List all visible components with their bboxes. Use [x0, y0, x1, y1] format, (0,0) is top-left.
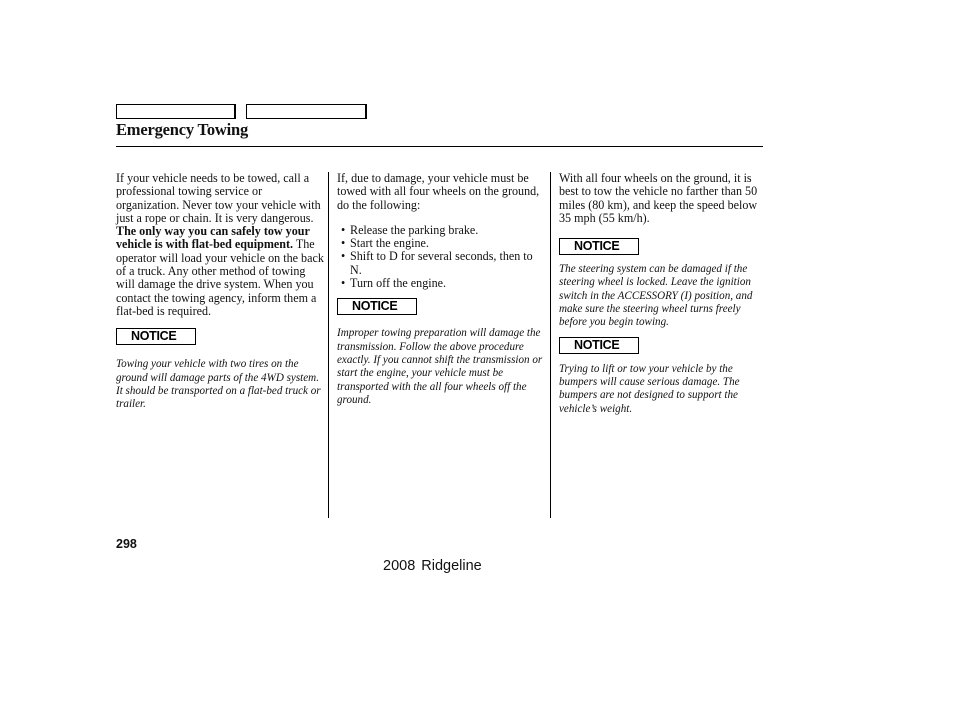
towing-steps-list	[337, 224, 543, 290]
col2-notice-text: Improper towing preparation will damage the transmission. Follow the above procedure exactly. If you cannot shift the transmission or start the engine, your vehicle must be transported with the all four wheels off the ground.	[337, 327, 543, 406]
column-divider-1	[328, 172, 329, 518]
bullet-icon: •	[341, 276, 346, 291]
col1-intro: If your vehicle needs to be towed, call a professional towing service or organization. Never tow your vehicle with just a rope or chain. It is very dangerous.	[116, 171, 321, 225]
column-2	[337, 172, 543, 407]
notice-badge: NOTICE	[337, 298, 417, 315]
col3-notice2-text: Trying to lift or tow your vehicle by the bumpers will cause serious damage. The bumpers are not designed to support the vehicle’s weight.	[559, 362, 740, 415]
page-title: Emergency Towing	[116, 120, 249, 139]
notice-badge: NOTICE	[559, 337, 639, 354]
col1-bold-lead: The only way you can safely tow your vehicle is with flat-bed equipment.	[116, 224, 310, 252]
list-item: • Shift to D for several seconds, then to N.	[341, 249, 533, 277]
col3-notice1-text: The steering system can be damaged if the steering wheel is locked. Leave the ignition switch in the ACCESSORY (I) position, and make sure the steering wheel turns freely before you begin towing.	[559, 263, 753, 329]
col3-intro: With all four wheels on the ground, it is best to tow the vehicle no farther than 50 miles (80 km), and keep the speed below 35 mph (55 km/h).	[559, 171, 758, 225]
section-tab-1	[116, 104, 236, 119]
title-rule	[116, 146, 763, 147]
notice-badge: NOTICE	[559, 238, 639, 255]
bullet-icon: •	[341, 222, 346, 237]
list-item: • Release the parking brake.	[341, 222, 479, 237]
col1-notice-text: Towing your vehicle with two tires on the ground will damage parts of the 4WD system. It should be transported on a flat-bed truck or trailer.	[116, 358, 321, 411]
page-number: 298	[116, 537, 137, 551]
bullet-icon: •	[341, 236, 346, 251]
column-1	[116, 172, 324, 411]
column-divider-2	[550, 172, 551, 518]
notice-badge: NOTICE	[116, 328, 196, 345]
list-item: • Start the engine.	[341, 236, 429, 251]
list-item: • Turn off the engine.	[341, 276, 447, 291]
footer-model: 2008 Ridgeline	[383, 558, 482, 574]
bullet-icon: •	[341, 249, 346, 264]
col2-intro: If, due to damage, your vehicle must be towed with all four wheels on the ground, do the following:	[337, 171, 540, 212]
column-3	[559, 172, 765, 416]
col1-paragraph	[116, 225, 324, 318]
section-tab-2	[246, 104, 367, 119]
col1-body: The operator will load your vehicle on the back of a truck. Any other method of towing will damage the drive system. When you contact the towing agency, inform them a flat-bed is required.	[116, 237, 324, 318]
